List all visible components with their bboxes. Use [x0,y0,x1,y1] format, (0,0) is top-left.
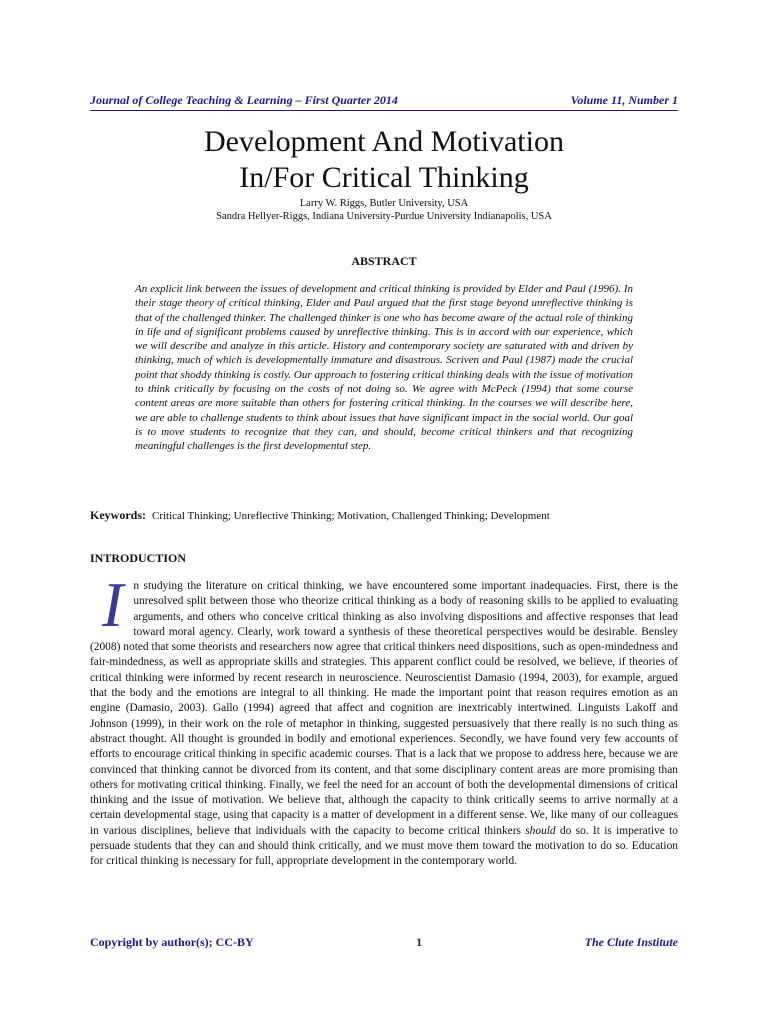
abstract-heading: ABSTRACT [351,254,417,268]
intro-text-part-2: do so. It is imperative to persuade students that they can and should think critically, and we must move them toward the motivation to do so. Education for critical thinking is necessary for full, appropriate development in the contemporary world. [90,824,678,868]
keywords-label: Keywords: [90,508,146,522]
drop-cap: I [102,569,124,640]
intro-emphasis: should [525,824,556,837]
page-number: 1 [416,935,423,949]
introduction-paragraph [90,569,678,870]
intro-text-part-1: n studying the literature on critical thinking, we have encountered some important inadequacies. First, there is the unresolved split between those who theorize critical thinking as a body of reasoning skills to be applied to evaluating arguments, and others who conceive critical thinking as also involving dispositions and affective responses that lead toward moral agency. Clearly, work toward a synthesis of these theoretical perspectives would be desirable. Bensley (2008) noted that some theorists and researchers now agree that critical thinkers need dispositions, such as open-mindedness and fair-mindedness, as well as appropriate skills and strategies. This apparent conflict could be resolved, we believe, if theories of critical thinking were informed by recent research in neuroscience. Neuroscientist Damasio (1994, 2003), for example, argued that the body and the emotions are integral to all thinking. He made the important point that reason requires emotion as an engine (Damasio, 2003). Gallo (1994) agreed that affect and cognition are inextricably intertwined. Linguists Lakoff and Johnson (1999), in their work on the role of metaphor in thinking, suggested persuasively that there really is no such thing as abstract thought. All thought is grounded in bodily and emotional experiences. Secondly, we have found very few accounts of efforts to encourage critical thinking in specific academic courses. That is a lack that we propose to address here, because we are convinced that thinking cannot be divorced from its content, and that some disciplinary content areas are more promising than others for motivating critical thinking. Finally, we feel the need for an account of both the developmental dimensions of critical thinking and the issue of motivation. We believe that, although the capacity to think critically seems to arrive normally at a certain developmental stage, using that capacity is a matter of development in a different sense. We, like many of our colleagues in various disciplines, believe that individuals with the capacity to become critical thinkers [90,580,678,837]
page-title [90,124,678,196]
publisher-name: The Clute Institute [584,935,678,949]
volume-number: Volume 11, Number 1 [570,93,678,107]
author-1: Larry W. Riggs, Butler University, USA [299,198,469,209]
abstract-text: An explicit link between the issues of development and critical thinking is provided by Elder and Paul (1996). In their stage theory of critical thinking, Elder and Paul argued that the first stage beyond unreflective thinking is that of the challenged thinker. The challenged thinker is one who has become aware of the actual role of thinking in life and of significant problems caused by unreflective thinking. This is in accord with our experience, which we will describe and analyze in this article. History and contemporary society are saturated with and driven by thinking, much of which is developmentally immature and disastrous. Scriven and Paul (1987) made the crucial point that shoddy thinking is costly. Our approach to fostering critical thinking deals with the issue of motivation to think critically by focusing on the costs of not doing so. We agree with McPeck (1994) that some course content areas are more suitable than others for fostering critical thinking. In the courses we will describe here, we are able to challenge students to think about issues that have significant impact in the social world. Our goal is to move students to recognize that they can, and should, become critical thinkers and that recognizing meaningful challenges is the first developmental step. [135,283,633,453]
keywords-list: Critical Thinking; Unreflective Thinking; Motivation, Challenged Thinking; Development [152,510,550,522]
author-2: Sandra Hellyer-Riggs, Indiana University-Purdue University Indianapolis, USA [216,211,552,222]
running-header [90,93,678,111]
keywords [90,508,678,523]
copyright-notice: Copyright by author(s); CC-BY [90,935,254,949]
title-line-1: Development And Motivation [204,125,564,158]
title-line-2: In/For Critical Thinking [239,161,529,194]
journal-name: Journal of College Teaching & Learning – First Quarter 2014 [90,93,398,107]
introduction-heading: INTRODUCTION [90,551,187,565]
author-list [90,197,678,223]
page-footer [90,935,678,950]
